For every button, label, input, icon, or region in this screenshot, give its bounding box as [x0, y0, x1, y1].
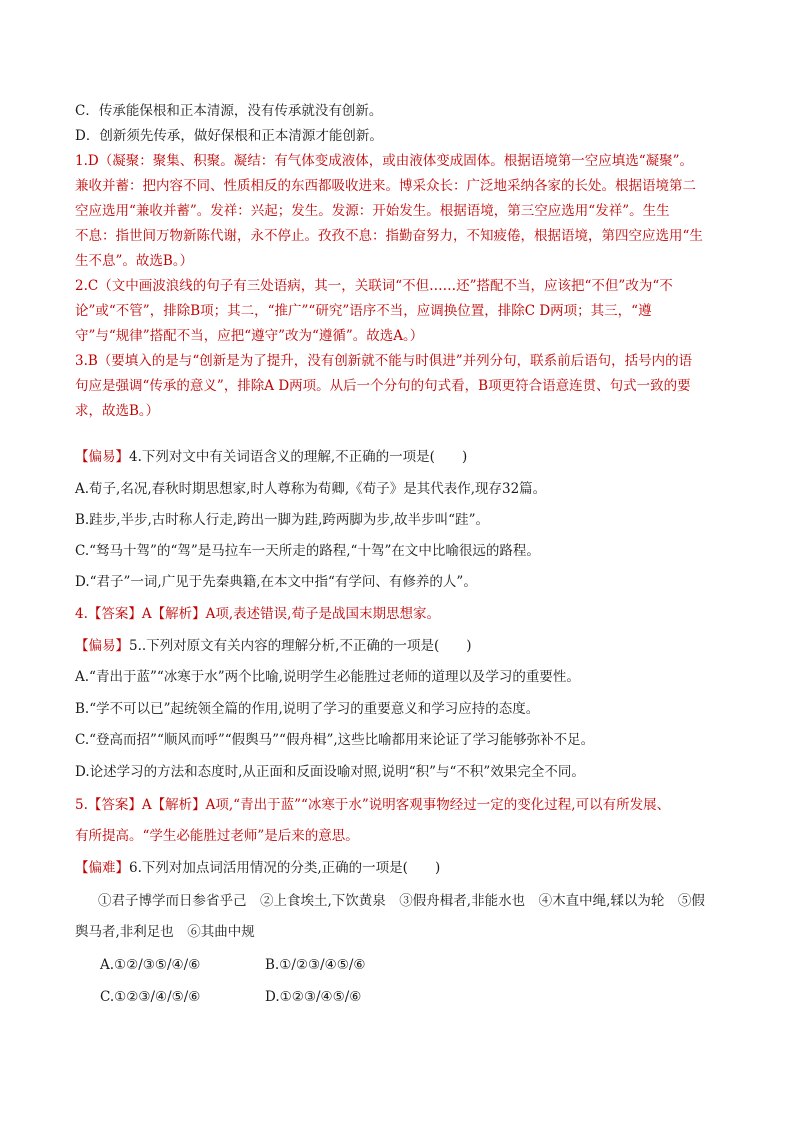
question-4-option-a: A.荀子,名况,春秋时期思想家,时人尊称为荀卿,《荀子》是其代表作,现存32篇。 [75, 481, 547, 497]
question-4-option-c: C.“驽马十驾”的“驾”是马拉车一天所走的路程,“十驾”在文中比喻很远的路程。 [75, 543, 540, 559]
answer-label: 4.【答案】A【解析】 [75, 606, 206, 622]
answer-text: A项,“青出于蓝”“冰寒于水”说明客观事物经过一定的变化过程,可以有所发展、 [205, 797, 671, 813]
explanation-2-line-2: 论”或“不管”，排除B项；其二，“推广”“研究”语序不当，应调换位置，排除C D两项；其三，“遵 [75, 303, 652, 319]
explanation-1-line-4: 不息：指世间万物新陈代谢，永不停止。孜孜不息：指勤奋努力，不知疲倦，根据语境，第四空应选用“生 [75, 228, 703, 244]
explanation-3-text: 并列分句，联系前后语句，括号内的语 [462, 353, 693, 369]
explanation-3-line-3: 求，故选B。） [75, 403, 160, 419]
question-text: 6.下列对加点词活用情况的分类,正确的一项是( ) [129, 860, 441, 876]
option-c: C．传承能保根和正本清源，没有传承就没有创新。 [75, 103, 383, 119]
explanation-1-line-5: 生不息”。故选B。） [75, 253, 194, 269]
question-6-option-d: D.①②③/④⑤/⑥ [265, 989, 362, 1005]
explanation-2-text: 搭配不当，应该把 [476, 278, 585, 294]
difficulty-tag: 【偏难】 [75, 860, 129, 876]
question-6-option-a: A.①②/③⑤/④/⑥ [100, 957, 201, 973]
explanation-3-text: ，排除A D两项。从后一个分句的句式看，B项更符合语意连贯、句式一致的要 [223, 378, 691, 394]
question-6-sentences-line-2: 舆马者,非利足也 ⑥其曲中规 [75, 924, 255, 940]
answer-label: 5.【答案】A【解析】 [75, 797, 206, 813]
question-5-option-a: A.“青出于蓝”“冰寒于水”两个比喻,说明学生必能胜过老师的道理以及学习的重要性。 [75, 669, 580, 685]
explanation-2-text: 改为 [625, 278, 653, 294]
explanation-2-line-3: 守”与“规律”搭配不当，应把“遵守”改为“遵循”。故选A。） [75, 328, 424, 344]
question-6-option-b: B.①/②③/④⑤/⑥ [265, 957, 366, 973]
explanation-1-line-3: 空应选用“兼收并蓄”。发祥：兴起；发生。发源：开始发生。根据语境，第三空应选用“发祥”。生生 [75, 203, 670, 219]
question-4-option-b: B.跬步,半步,古时称人行走,跨出一脚为跬,跨两脚为步,故半步叫“跬”。 [75, 512, 489, 528]
explanation-3-text: 3.B（要填入的是与 [75, 353, 193, 369]
explanation-2-quote: “不但” [584, 278, 626, 294]
question-text: 5..下列对原文有关内容的理解分析,不正确的一项是( ) [129, 638, 472, 654]
explanation-2-text: 2.C（文中画波浪线的句子有三处语病，其一，关联词 [75, 278, 396, 294]
question-6-option-c: C.①②③/④/⑤/⑥ [100, 989, 201, 1005]
question-6-stem [75, 858, 440, 878]
answer-text: A项,表述错误,荀子是战国末期思想家。 [205, 606, 440, 622]
question-4-answer [75, 604, 440, 624]
explanation-3-text: 句应是强调 [75, 378, 143, 394]
question-5-stem [75, 636, 472, 656]
explanation-3-quote: “传承的意义” [142, 378, 224, 394]
explanation-2-line-1 [75, 276, 673, 296]
explanation-3-quote: “创新是为了提升，没有创新就不能与时俱进” [192, 353, 463, 369]
explanation-2-quote: “不 [652, 278, 673, 294]
difficulty-tag: 【偏易】 [75, 449, 129, 465]
question-4-option-d: D.“君子”一词,广见于先秦典籍,在本文中指“有学问、有修养的人”。 [75, 574, 477, 590]
question-6-sentences-line-1: ①君子博学而日参省乎己 ②上食埃土,下饮黄泉 ③假舟楫者,非能水也 ④木直中绳,𫐓以为轮 ⑤假 [98, 893, 705, 909]
difficulty-tag: 【偏易】 [75, 638, 129, 654]
question-text: 4.下列对文中有关词语含义的理解,不正确的一项是( ) [129, 449, 468, 465]
explanation-3-line-2 [75, 376, 691, 396]
question-5-answer-line-1 [75, 795, 670, 815]
question-5-answer-line-2: 有所提高。“学生必能胜过老师”是后来的意思。 [75, 828, 359, 844]
explanation-1-line-1: 1.D（凝聚：聚集、积聚。凝结：有气体变成液体，或由液体变成固体。根据语境第一空应填选“凝聚”。 [75, 153, 694, 169]
question-4-stem [75, 447, 467, 467]
option-d: D．创新须先传承，做好保根和正本清源才能创新。 [75, 128, 383, 144]
question-5-option-d: D.论述学习的方法和态度时,从正面和反面设喻对照,说明“积”与“不积”效果完全不同。 [75, 764, 585, 780]
explanation-1-line-2: 兼收并蓄：把内容不同、性质相反的东西都吸收进来。博采众长：广泛地采纳各家的长处。根据语境第二 [75, 178, 696, 194]
explanation-3-line-1 [75, 351, 692, 371]
question-5-option-b: B.“学不可以已”起统领全篇的作用,说明了学习的重要意义和学习应持的态度。 [75, 701, 540, 717]
explanation-2-quote: “不但……还” [395, 278, 477, 294]
question-5-option-c: C.“登高而招”“顺风而呼”“假舆马”“假舟楫”,这些比喻都用来论证了学习能够弥补不足。 [75, 732, 595, 748]
